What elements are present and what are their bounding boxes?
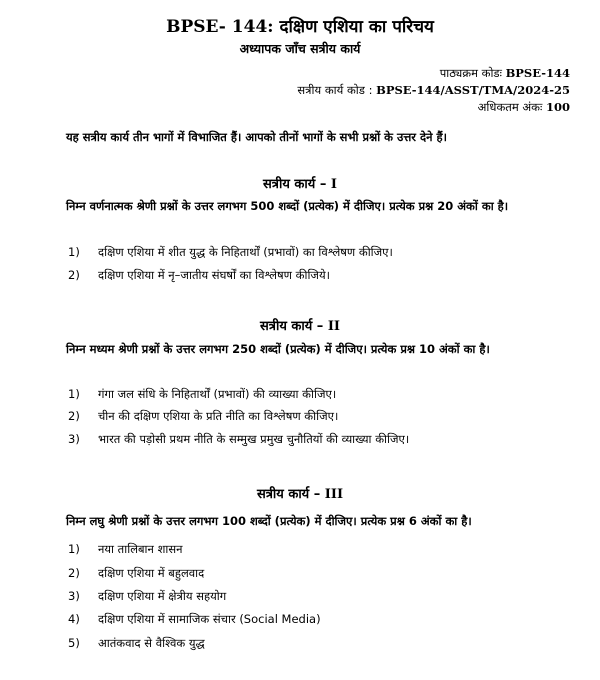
- question-item: 1) गंगा जल संधि के निहितार्थों (प्रभावों) की व्याख्या कीजिए।: [68, 387, 337, 401]
- question-item: 1) दक्षिण एशिया में शीत युद्ध के निहितार्थों (प्रभावों) का विश्लेषण कीजिए।: [68, 245, 393, 259]
- assignment-code-value: BPSE-144/ASST/TMA/2024-25: [376, 83, 570, 97]
- course-code-value: BPSE-144: [505, 66, 570, 80]
- max-marks-value: 100: [545, 100, 570, 114]
- question-item: 5) आतंकवाद से वैश्विक युद्ध: [68, 636, 205, 650]
- assignment-code-label: सत्रीय कार्य कोड :: [297, 83, 373, 97]
- question-item: 2) दक्षिण एशिया में बहुलवाद: [68, 566, 205, 580]
- question-item: 2) चीन की दक्षिण एशिया के प्रति नीति का विश्लेषण कीजिए।: [68, 409, 339, 423]
- section-heading-3: सत्रीय कार्य – III: [256, 487, 344, 502]
- max-marks-line: [478, 100, 570, 115]
- page-title: BPSE- 144: दक्षिण एशिया का परिचय: [166, 17, 434, 37]
- question-item: 3) दक्षिण एशिया में क्षेत्रीय सहयोग: [68, 589, 227, 603]
- max-marks-label: अधिकतम अंकः: [477, 100, 543, 114]
- assignment-code-line: [297, 83, 570, 98]
- course-code-line: [440, 66, 570, 81]
- section-heading-2: सत्रीय कार्य – II: [259, 319, 341, 334]
- course-code-label: पाठ्यक्रम कोडः: [439, 66, 502, 80]
- section-instruction-1: निम्न वर्णनात्मक श्रेणी प्रश्नों के उत्तर लगभग 500 शब्दों (प्रत्येक) में दीजिए। प्रत्येक प्रश्न 20 अंकों का है।: [66, 199, 509, 213]
- intro-text: यह सत्रीय कार्य तीन भागों में विभाजित हैं। आपको तीनों भागों के सभी प्रश्नों के उत्तर देने हैं।: [66, 130, 447, 144]
- question-item: 1) नया तालिबान शासन: [68, 542, 183, 556]
- section-instruction-3: निम्न लघु श्रेणी प्रश्नों के उत्तर लगभग 100 शब्दों (प्रत्येक) में दीजिए। प्रत्येक प्रश्न 6 अंकों का है।: [66, 514, 472, 528]
- section-heading-1: सत्रीय कार्य – I: [263, 177, 337, 192]
- question-item: 3) भारत की पड़ोसी प्रथम नीति के सम्मुख प्रमुख चुनौतियों की व्याख्या कीजिए।: [68, 432, 410, 446]
- page-subtitle: अध्यापक जाँच सत्रीय कार्य: [239, 41, 361, 56]
- question-item: 4) दक्षिण एशिया में सामाजिक संचार (Social Media): [68, 612, 321, 626]
- section-instruction-2: निम्न मध्यम श्रेणी प्रश्नों के उत्तर लगभग 250 शब्दों (प्रत्येक) में दीजिए। प्रत्येक प्रश्न 10 अंकों का है।: [66, 342, 490, 356]
- question-item: 2) दक्षिण एशिया में नृ–जातीय संघर्षों का विश्लेषण कीजिये।: [68, 268, 330, 282]
